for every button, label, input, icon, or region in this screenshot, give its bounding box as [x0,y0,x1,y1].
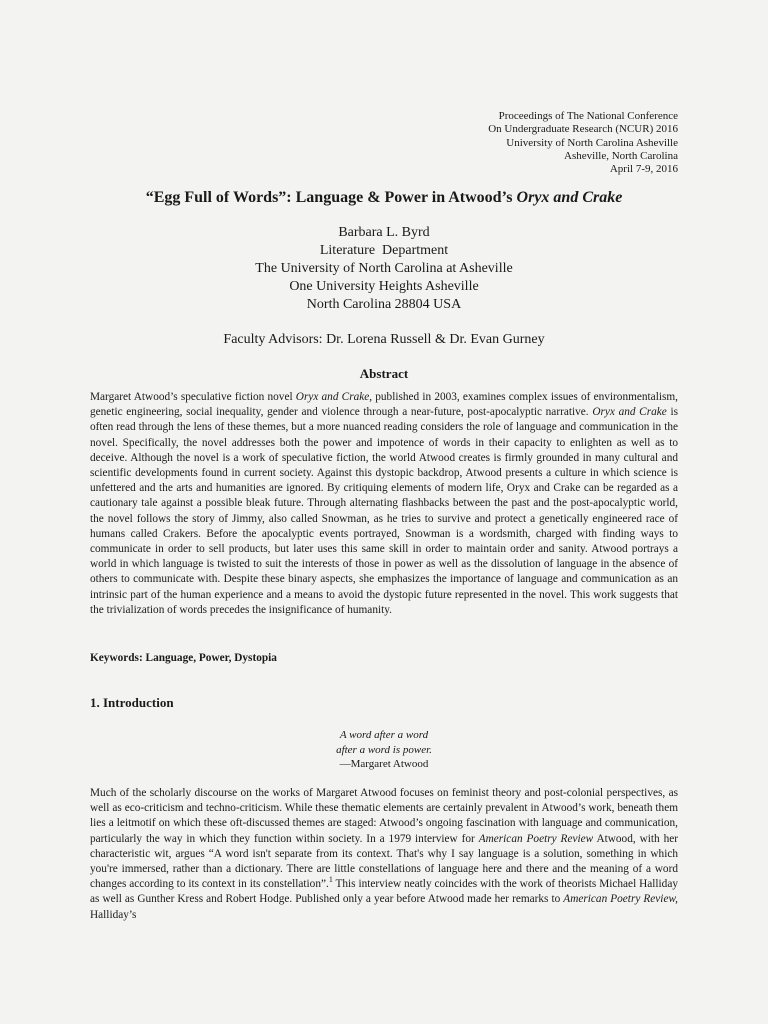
abstract-part: , published in 2003, examines complex issues of environmentalism, genetic engineering, social inequality, gender and violence through a near-future, post-apocalyptic narrative. [90,391,678,419]
intro-italic: American Poetry Review [478,832,594,845]
author-department: Literature Department [319,243,449,258]
author-university: The University of North Carolina at Asheville [255,261,513,276]
paper-title [0,189,768,207]
author-address: One University Heights Asheville [289,279,479,294]
abstract-text [90,390,678,618]
proceedings-line: April 7-9, 2016 [609,163,678,176]
abstract-work-title: Oryx and Crake [592,406,667,419]
epigraph-author: —Margaret Atwood [339,758,429,770]
intro-part: Atwood, with her characteristic wit, argues “A word isn't separate from its context. That's why I say language is a solution, something in which you're immersed, rather than a dictionary. There are little constellations of language here and there and the meaning of a word changes according to its context in its constellation”. [90,832,679,891]
proceedings-line: University of North Carolina Asheville [506,136,678,149]
intro-part: This interview neatly coincides with the work of theorists Michael Halliday as well as Gunther Kress and Robert Hodge. Published only a year before Atwood made her remarks to [90,878,678,906]
footnote-marker[interactable]: 1 [328,875,333,885]
abstract-work-title: Oryx and Crake [295,391,370,403]
title-main: “Egg Full of Words”: Language & Power in Atwood’s [145,189,517,206]
epigraph-line: after a word is power. [336,743,432,756]
intro-part: Much of the scholarly discourse on the works of Margaret Atwood focuses on feminist theory and post-colonial perspectives, as well as eco-criticism and techno-criticism. While these thematic elements are certainly prevalent in Atwood’s work, beneath them lies a leitmotif on which these oft-discussed themes are staged: Atwood’s ongoing fascination with language and communication, particularly the way in which they function within society. In a 1979 interview for [90,787,678,845]
proceedings-line: Asheville, North Carolina [564,149,678,162]
introduction-text [90,786,678,923]
faculty-advisors: Faculty Advisors: Dr. Lorena Russell & Dr. Evan Gurney [223,332,545,347]
intro-part: Halliday’s [90,908,137,921]
abstract-heading: Abstract [359,366,409,381]
epigraph [0,728,768,772]
epigraph-line: A word after a word [339,729,429,741]
proceedings-line: Proceedings of The National Conference [498,110,678,122]
keywords: Keywords: Language, Power, Dystopia [90,652,277,664]
author-block [0,224,768,314]
author-state: North Carolina 28804 USA [306,297,462,312]
abstract-part: Margaret Atwood’s speculative fiction novel [90,391,296,403]
intro-italic: American Poetry Review, [563,893,678,906]
author-name: Barbara L. Byrd [338,225,430,240]
title-italic: Oryx and Crake [516,189,623,206]
section-heading-introduction: 1. Introduction [90,695,174,710]
proceedings-header [488,110,678,176]
abstract-part: is often read through the lens of these themes, but a more nuanced reading considers the role of language and communication in the novel. Specifically, the novel addresses both the power and impotence of words in their capacity to enlighten as well as to deceive. Although the novel is a work of speculative fiction, the world Atwood creates is firmly grounded in many cultural and scientific developments found in current society. Against this dystopic backdrop, Atwood presents a culture in which science is unfettered and the arts and humanities are ignored. By critiquing elements of modern life, Oryx and Crake can be regarded as a cautionary tale against a possible bleak future. Through alternating flashbacks between the past and the post-apocalyptic world, the novel follows the story of Jimmy, also called Snowman, as he tries to survive and protect a genetically engineered race of humans called Crakers. Before the apocalyptic events portrayed, Snowman is a wordsmith, charged with finding ways to communicate in order to sell products, but later uses this same skill in order to maintain order and sanity. Atwood portrays a world in which language is twisted to suit the interests of those in power as well as the dissolution of language in the absence of others to communicate with. Despite these binary aspects, she emphasizes the importance of language and communication as an intrinsic part of the human experience and a means to avoid the dystopic future represented in the novel. This work suggests that the trivialization of words precedes the insignificance of humanity. [90,406,679,616]
proceedings-line: On Undergraduate Research (NCUR) 2016 [488,123,678,136]
